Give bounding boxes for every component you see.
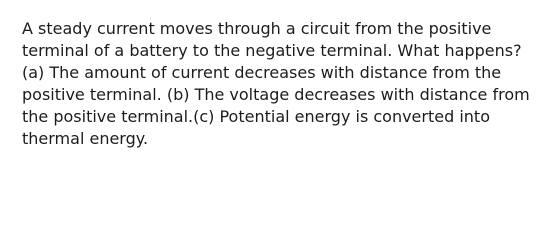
question-text: A steady current moves through a circuit from the positive terminal of a battery to the negative terminal. What happens? (a) The amount of current decreases with distance from the positive terminal. (b) The voltage decreases with distance from the positive terminal.(c) Potential energy is converted into thermal energy.: [22, 19, 530, 148]
